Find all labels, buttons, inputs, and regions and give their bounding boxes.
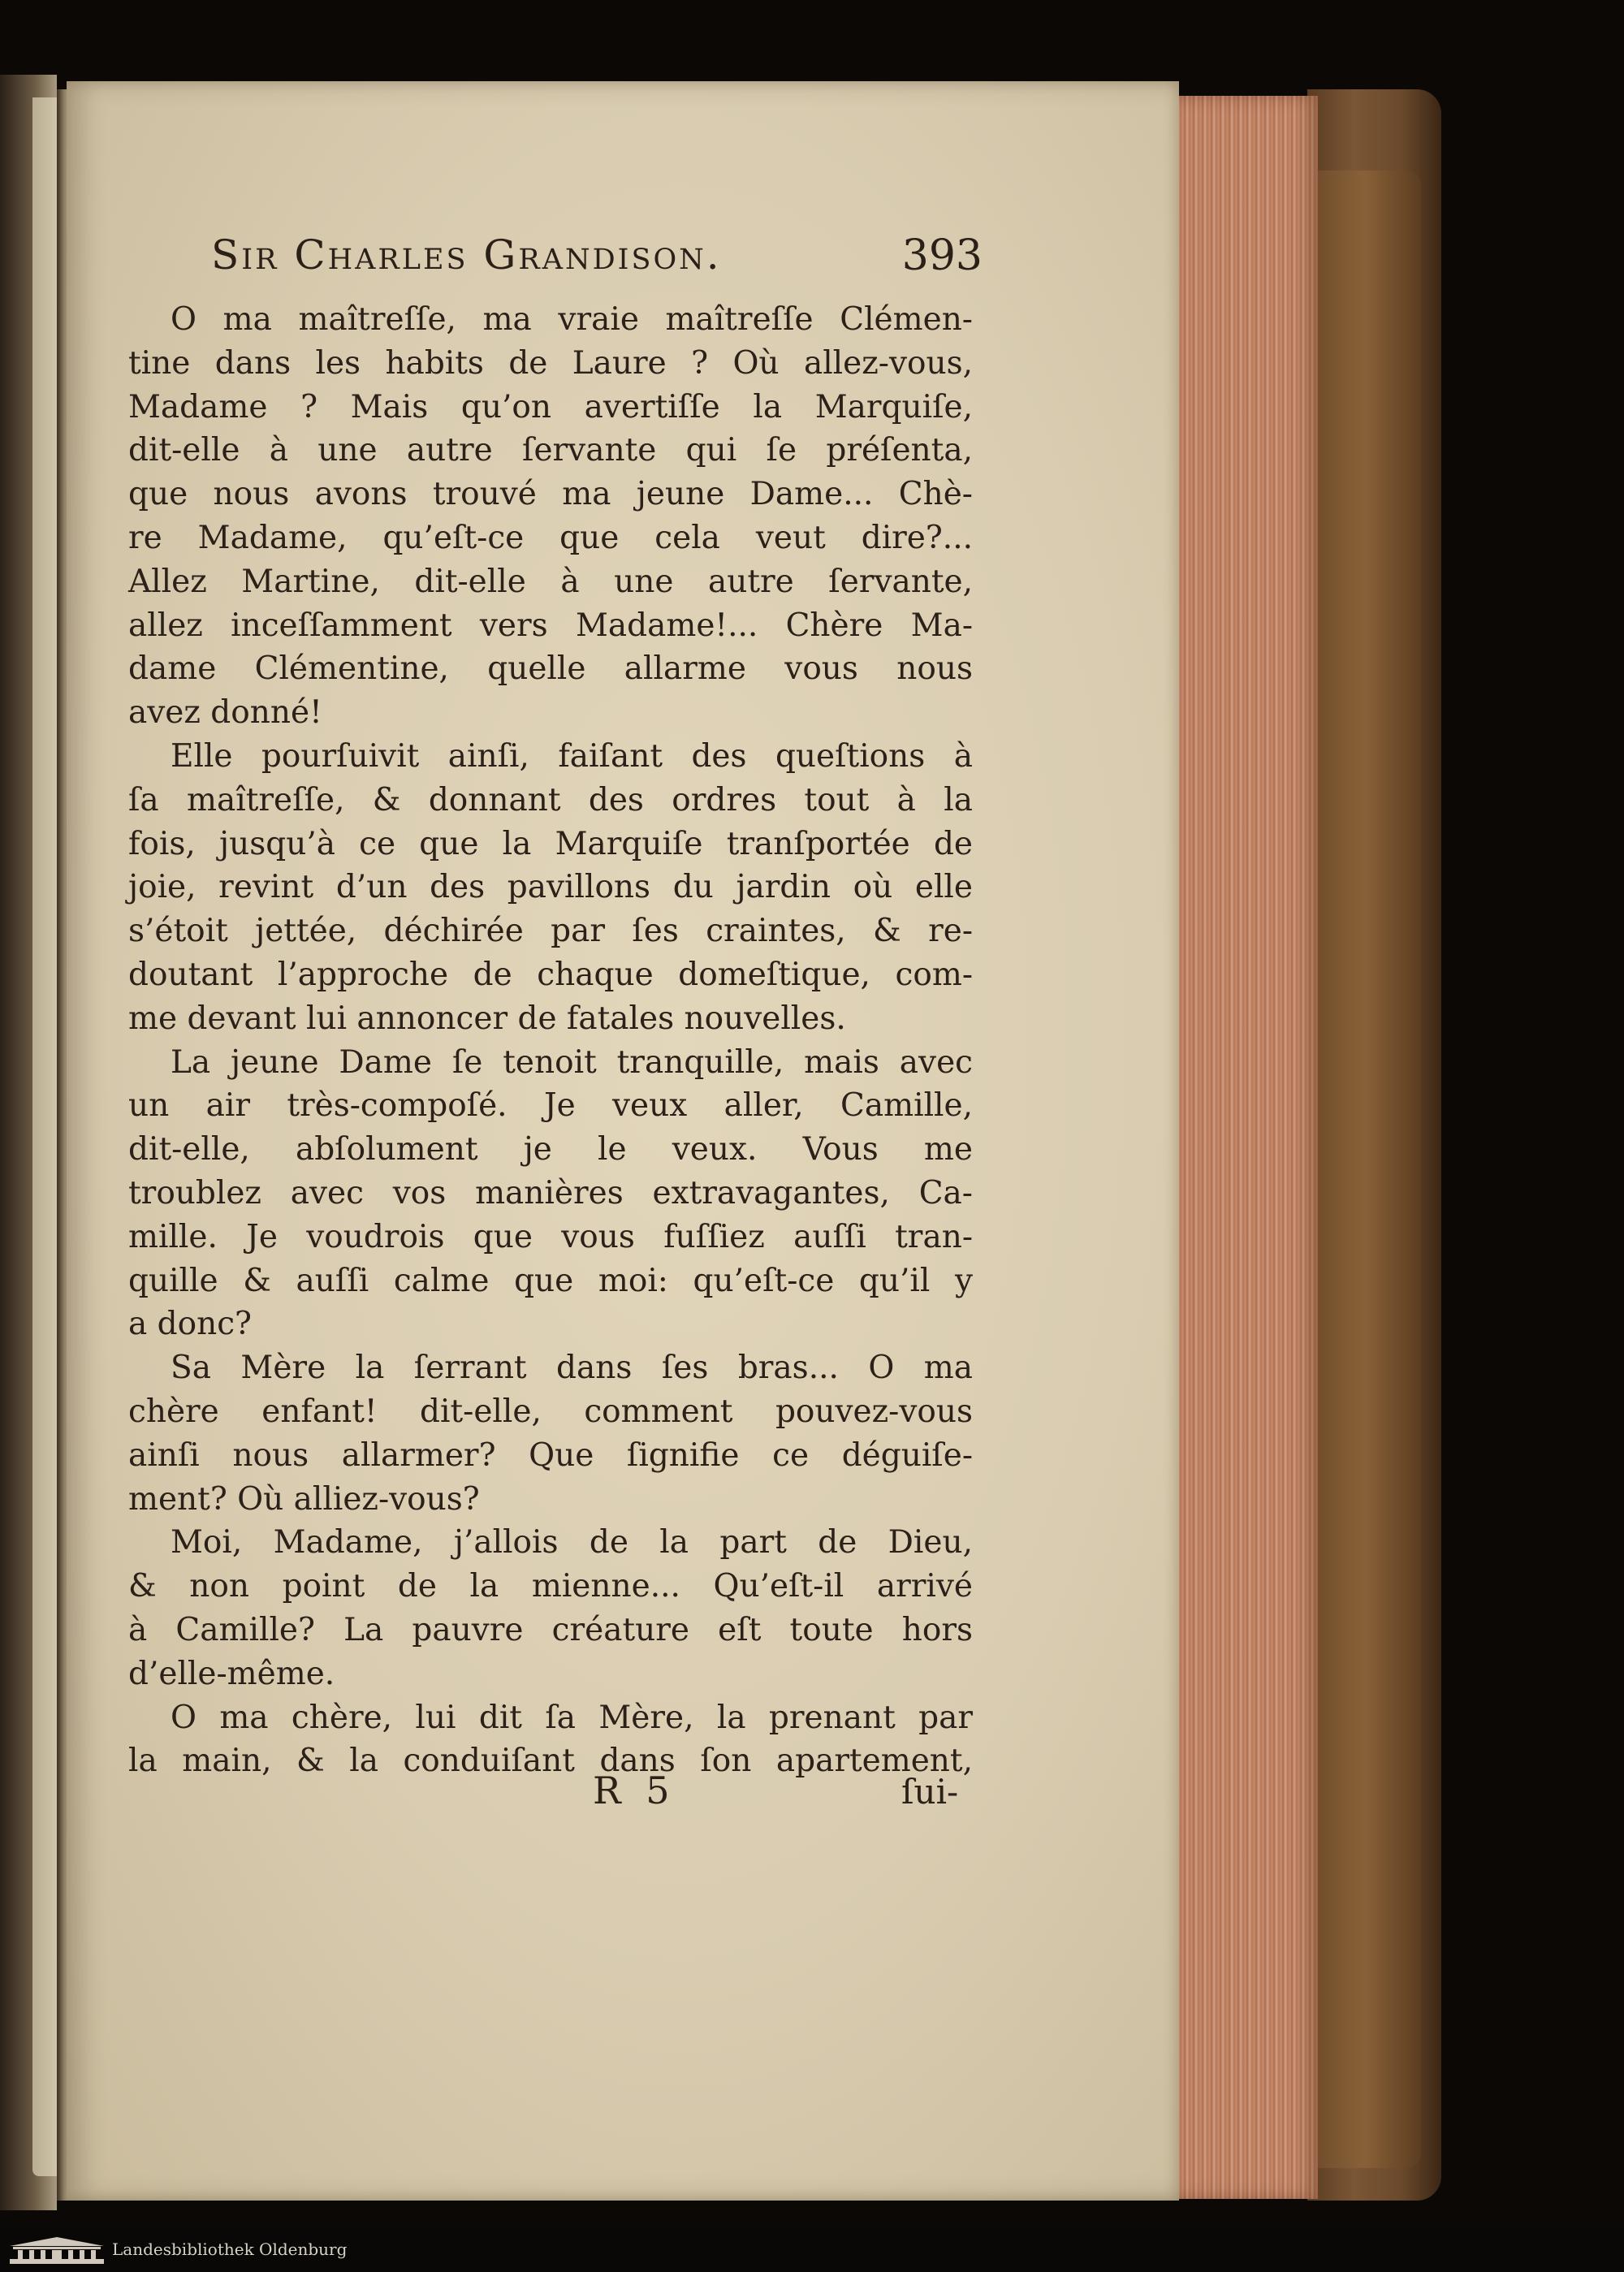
text-line: Sa Mère la ſerrant dans ſes bras... O ma (171, 1350, 973, 1387)
text-line: Elle pourſuivit ainſi, faiſant des queſtions à (171, 737, 973, 775)
text-line: avez donné! (128, 694, 322, 732)
text-line: quille & auſſi calme que moi: qu’eſt-ce qu’il y (128, 1262, 973, 1299)
page-header (187, 231, 983, 288)
text-line: ſa maîtreſſe, & donnant des ordres tout à la (128, 781, 973, 819)
body-text (128, 298, 973, 1783)
text-line: troublez avec vos manières extravagantes, Ca- (128, 1174, 973, 1212)
text-line: un air très-compoſé. Je veux aller, Camille, (128, 1087, 973, 1125)
text-line: mille. Je voudrois que vous fuſſiez auſſi tran- (128, 1218, 973, 1255)
signature-mark: R 5 (593, 1769, 676, 1812)
text-line: dame Clémentine, quelle allarme vous nous (128, 650, 973, 688)
text-line: a donc? (128, 1306, 252, 1343)
text-line: d’elle-même. (128, 1655, 335, 1692)
text-line: Madame ? Mais qu’on avertiſſe la Marquiſe, (128, 388, 973, 425)
text-line: dit-elle, abſolument je le veux. Vous me (128, 1131, 973, 1168)
back-cover-rim (1307, 171, 1421, 2168)
text-line: O ma chère, lui dit ſa Mère, la prenant par (171, 1699, 973, 1736)
text-line: me devant lui annoncer de fatales nouvelles. (128, 1000, 846, 1037)
text-line: doutant l’approche de chaque domeſtique, com- (128, 956, 973, 993)
library-building-icon (8, 2235, 106, 2267)
text-line: re Madame, qu’eſt-ce que cela veut dire?... (128, 519, 973, 556)
text-line: dit-elle à une autre ſervante qui ſe préſenta, (128, 432, 973, 469)
page-edges (1169, 96, 1318, 2199)
catchword: ſui- (901, 1772, 959, 1812)
text-line: O ma maîtreſſe, ma vraie maîtreſſe Clémen- (171, 301, 973, 338)
text-line: chère enfant! dit-elle, comment pouvez-vous (128, 1393, 973, 1430)
text-line: que nous avons trouvé ma jeune Dame... Chè- (128, 476, 973, 513)
text-line: tine dans les habits de Laure ? Où allez-vous, (128, 344, 973, 382)
running-head: Sir Charles Grandison. (211, 231, 722, 279)
text-line: La jeune Dame ſe tenoit tranquille, mais avec (171, 1043, 973, 1081)
text-line: allez inceſſamment vers Madame!... Chère Ma- (128, 607, 973, 644)
text-line: la main, & la conduiſant dans ſon apartement, (128, 1743, 973, 1780)
text-line: Allez Martine, dit-elle à une autre ſervante, (128, 563, 973, 600)
text-line: joie, revint d’un des pavillons du jardin où elle (128, 869, 973, 906)
library-name: Landesbibliothek Oldenburg (112, 2240, 348, 2259)
text-line: & non point de la mienne... Qu’eſt-il arrivé (128, 1568, 973, 1605)
text-line: ment? Où alliez-vous? (128, 1480, 480, 1518)
text-line: fois, jusqu’à ce que la Marquiſe tranſportée de (128, 825, 973, 862)
page-number: 393 (901, 231, 983, 280)
text-line: ainſi nous allarmer? Que ſignifie ce déguiſe- (128, 1436, 973, 1474)
text-line: Moi, Madame, j’allois de la part de Dieu, (171, 1524, 973, 1561)
text-line: s’étoit jettée, déchirée par ſes craintes, & re- (128, 913, 973, 950)
text-line: à Camille? La pauvre créature eſt toute hors (128, 1611, 973, 1648)
